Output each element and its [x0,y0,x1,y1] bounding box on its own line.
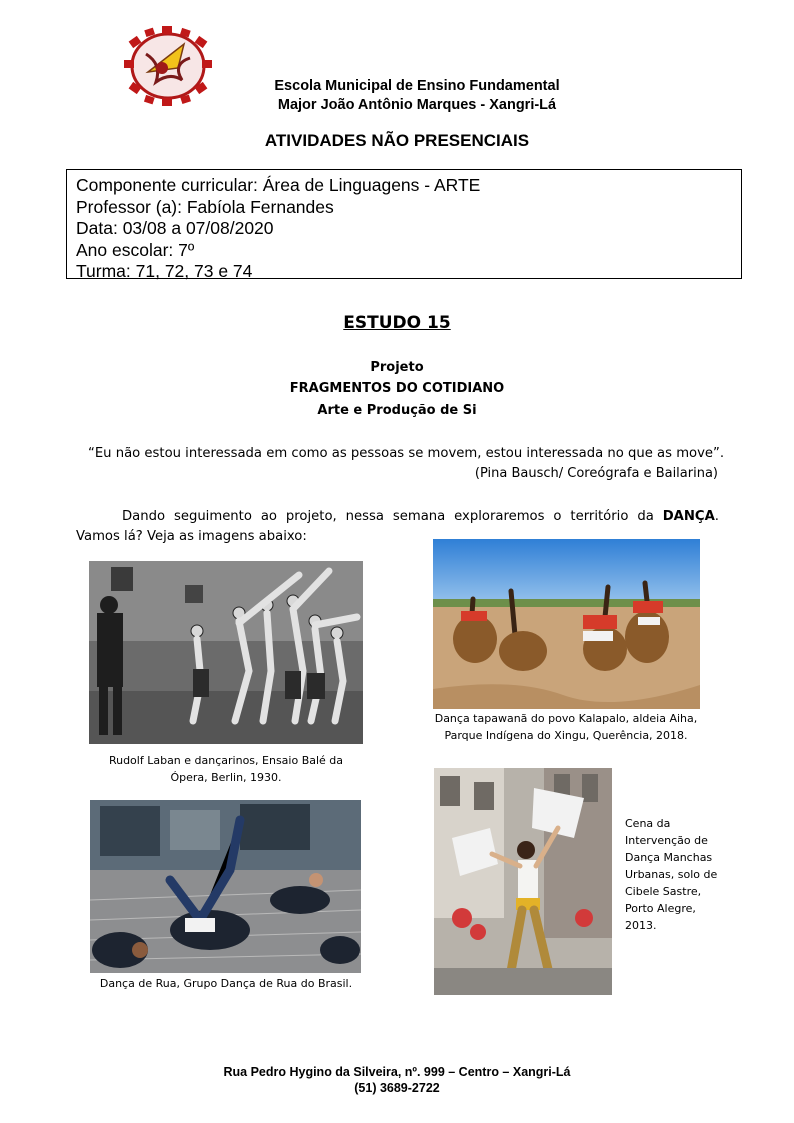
quote-text: “Eu não estou interessada em como as pessoas se movem, estou interessada no que as move”. [88,446,725,461]
classes: Turma: 71, 72, 73 e 74 [76,261,253,281]
project-subtitle: Arte e Produção de Si [317,403,477,418]
project-name: FRAGMENTOS DO COTIDIANO [289,381,505,396]
manchas-urbanas-caption [625,815,717,934]
laban-caption-line-1: Rudolf Laban e dançarinos, Ensaio Balé da [108,754,344,767]
kalapalo-caption [430,710,702,744]
street-dance-caption: Dança de Rua, Grupo Dança de Rua do Brasil. [99,977,353,990]
componente-curricular: Componente curricular: Área de Linguagens - ARTE [76,175,481,195]
kalapalo-photo [433,539,700,709]
school-seal-icon [118,24,218,108]
laban-caption [85,752,367,786]
date-range: Data: 03/08 a 07/08/2020 [76,218,274,238]
manchas-caption-line-2: Intervenção de [625,834,708,847]
laban-photo [89,561,363,744]
manchas-caption-line-3: Dança Manchas [625,851,713,864]
school-line-1: Escola Municipal de Ensino Fundamental [274,78,560,94]
paragraph-emphasis: DANÇA [662,509,715,524]
street-dance-photo [90,800,361,973]
study-heading: ESTUDO 15 [343,313,451,333]
manchas-caption-line-1: Cena da [625,817,671,830]
kalapalo-caption-line-1: Dança tapawanã do povo Kalapalo, aldeia Aiha, [434,712,698,725]
laban-caption-line-2: Ópera, Berlin, 1930. [170,771,282,784]
footer [0,1064,794,1096]
manchas-caption-line-7: 2013. [625,919,657,932]
paragraph-text-end: . Vamos lá? Veja as imagens abaixo: [76,509,719,544]
page-title: ATIVIDADES NÃO PRESENCIAIS [264,131,530,150]
course-info-box [66,169,742,279]
footer-address: Rua Pedro Hygino da Silveira, nº. 999 – Centro – Xangri-Lá [223,1065,571,1079]
manchas-caption-line-5: Cibele Sastre, [625,885,702,898]
quote-source: (Pina Bausch/ Coreógrafa e Bailarina) [474,466,718,481]
manchas-caption-line-6: Porto Alegre, [625,902,696,915]
project-label: Projeto [370,360,424,375]
professor: Professor (a): Fabíola Fernandes [76,196,334,217]
manchas-caption-line-4: Urbanas, solo de [625,868,718,881]
footer-phone: (51) 3689-2722 [354,1081,440,1095]
school-name [250,77,584,115]
manchas-urbanas-photo [434,768,612,995]
kalapalo-caption-line-2: Parque Indígena do Xingu, Querência, 2018. [444,729,688,742]
school-line-2: Major João Antônio Marques - Xangri-Lá [277,97,557,113]
paragraph-text: Dando seguimento ao projeto, nessa semana exploraremos o território da [122,509,663,524]
school-year: Ano escolar: 7º [76,239,195,260]
